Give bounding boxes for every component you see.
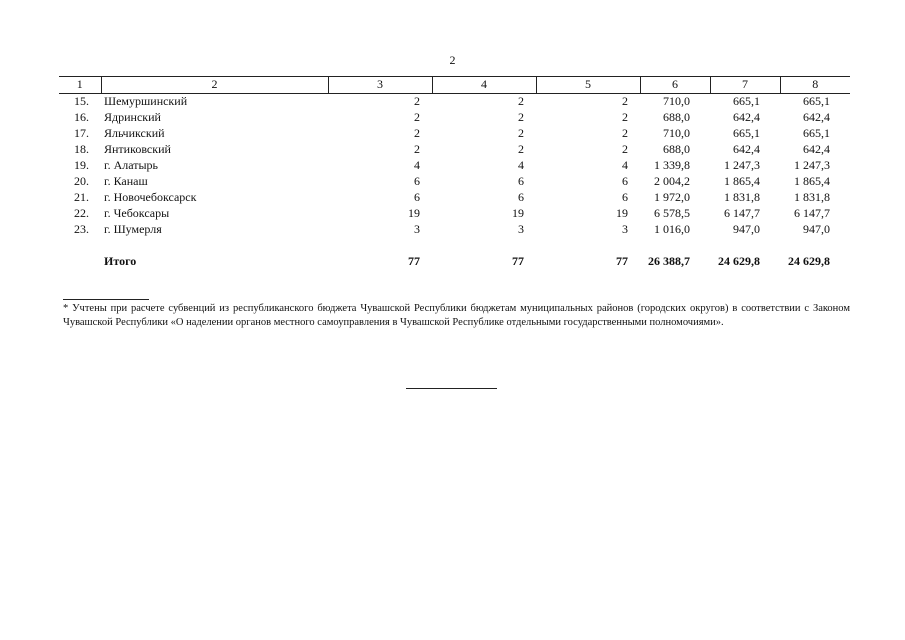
value-col4: 6 [518,173,524,188]
value-col6: 2 004,2 [654,173,690,188]
table-row [59,222,850,238]
column-header: 3 [328,77,432,94]
value-col8: 1 831,8 [794,189,830,204]
total-col4: 77 [512,253,524,268]
total-col5: 77 [616,253,628,268]
value-col8: 1 247,3 [794,157,830,172]
value-col6: 1 972,0 [654,189,690,204]
value-col6: 1 339,8 [654,157,690,172]
total-number-cell [59,254,101,270]
table-row [59,142,850,158]
row-number: 20. [74,173,89,188]
value-col4: 2 [518,109,524,124]
municipality-name: Шемуршинский [104,93,188,108]
municipality-name: Ядринский [104,109,161,124]
value-col6: 710,0 [663,125,690,140]
total-col6: 26 388,7 [648,253,690,268]
value-col3: 3 [414,221,420,236]
value-col4: 2 [518,141,524,156]
value-col6: 1 016,0 [654,221,690,236]
value-col5: 3 [622,221,628,236]
value-col7: 1 865,4 [724,173,760,188]
value-col3: 4 [414,157,420,172]
value-col4: 19 [512,205,524,220]
value-col5: 2 [622,141,628,156]
value-col7: 1 247,3 [724,157,760,172]
municipality-name: г. Алатырь [104,157,159,172]
column-header: 6 [640,77,710,94]
value-col7: 665,1 [733,93,760,108]
value-col6: 710,0 [663,93,690,108]
value-col3: 6 [414,173,420,188]
value-col7: 6 147,7 [724,205,760,220]
row-number: 23. [74,221,89,236]
column-header: 1 [59,77,101,94]
value-col4: 2 [518,125,524,140]
municipality-name: г. Новочебоксарск [104,189,197,204]
row-number: 19. [74,157,89,172]
total-col8: 24 629,8 [788,253,830,268]
column-header: 2 [101,77,328,94]
value-col6: 688,0 [663,141,690,156]
municipality-name: г. Канаш [104,173,148,188]
value-col5: 2 [622,109,628,124]
total-col3: 77 [408,253,420,268]
value-col8: 665,1 [803,125,830,140]
end-divider [406,388,497,389]
value-col6: 6 578,5 [654,205,690,220]
value-col3: 2 [414,125,420,140]
table-row [59,158,850,174]
value-col5: 6 [622,173,628,188]
value-col4: 2 [518,93,524,108]
column-header: 7 [710,77,780,94]
value-col4: 6 [518,189,524,204]
value-col8: 642,4 [803,109,830,124]
footnote-divider [63,299,149,300]
value-col8: 642,4 [803,141,830,156]
column-header: 4 [432,77,536,94]
table-row [59,190,850,206]
row-number: 22. [74,205,89,220]
value-col3: 2 [414,109,420,124]
value-col3: 6 [414,189,420,204]
row-number: 17. [74,125,89,140]
table-row [59,206,850,222]
row-number: 18. [74,141,89,156]
table-row [59,93,850,110]
value-col5: 19 [616,205,628,220]
value-col7: 947,0 [733,221,760,236]
table-row [59,126,850,142]
value-col6: 688,0 [663,109,690,124]
row-number: 21. [74,189,89,204]
spacer-row [59,238,850,254]
page-number: 2 [449,53,456,67]
column-header: 5 [536,77,640,94]
value-col5: 2 [622,125,628,140]
spacer-cell [59,238,850,254]
value-col8: 947,0 [803,221,830,236]
municipality-name: Яльчикский [104,125,165,140]
value-col7: 642,4 [733,141,760,156]
total-label: Итого [104,253,137,268]
value-col5: 6 [622,189,628,204]
row-number: 16. [74,109,89,124]
value-col3: 2 [414,141,420,156]
value-col7: 665,1 [733,125,760,140]
value-col8: 6 147,7 [794,205,830,220]
total-row [59,254,850,270]
footnote-text: * Учтены при расчете субвенций из республиканского бюджета Чувашской Республики бюджетам муниципальных районов (городских округов) в соответствии с Законом Чувашской Республики «О наделении органов местного самоуправления в Чувашской Республике отдельными государственными полномочиями». [63,303,850,328]
table-row [59,110,850,126]
value-col4: 3 [518,221,524,236]
column-header: 8 [780,77,850,94]
value-col5: 4 [622,157,628,172]
value-col3: 19 [408,205,420,220]
subvention-table [59,76,850,270]
value-col5: 2 [622,93,628,108]
municipality-name: Янтиковский [104,141,171,156]
value-col8: 1 865,4 [794,173,830,188]
value-col4: 4 [518,157,524,172]
column-number-row [59,77,850,94]
value-col7: 1 831,8 [724,189,760,204]
municipality-name: г. Шумерля [104,221,162,236]
value-col8: 665,1 [803,93,830,108]
row-number: 15. [74,93,89,108]
value-col3: 2 [414,93,420,108]
value-col7: 642,4 [733,109,760,124]
municipality-name: г. Чебоксары [104,205,170,220]
total-col7: 24 629,8 [718,253,760,268]
table-row [59,174,850,190]
